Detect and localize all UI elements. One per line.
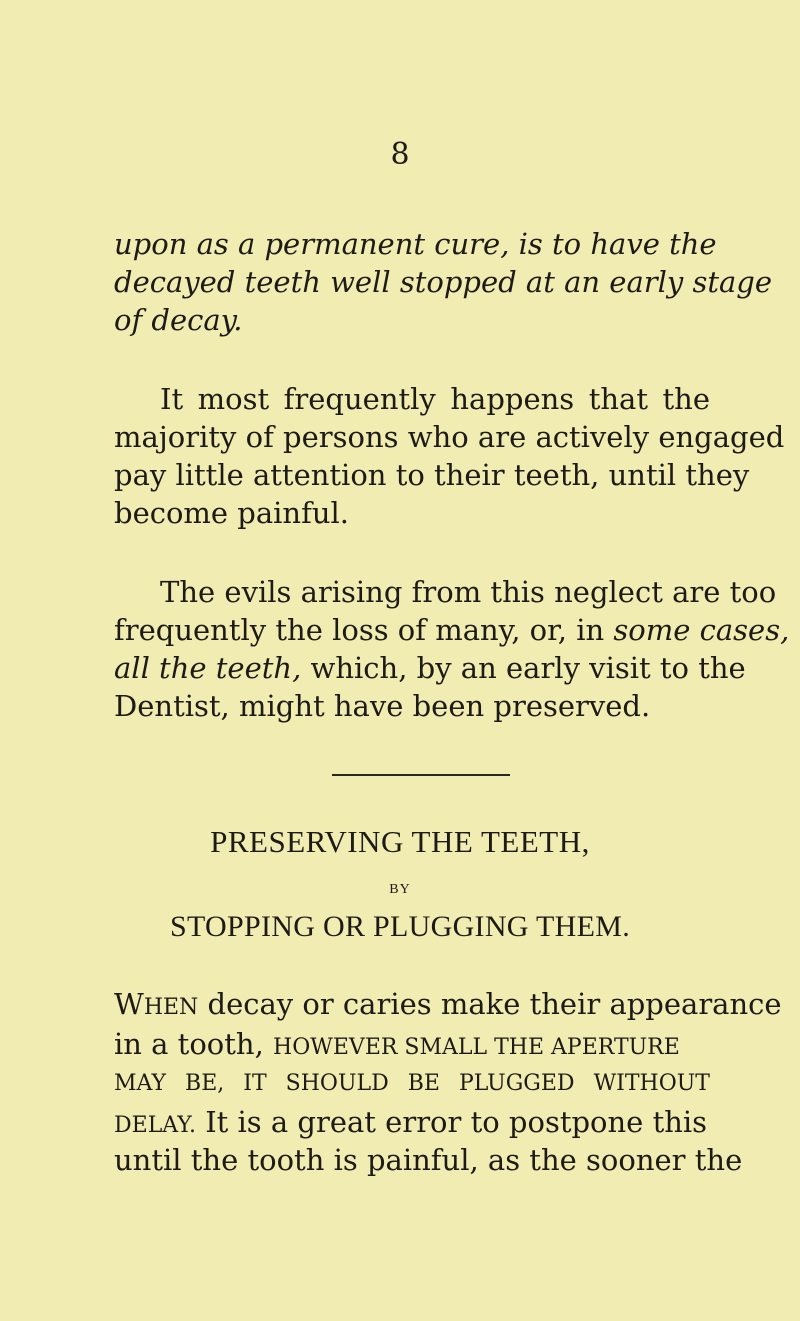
paragraph-4-line-1-rest: decay or caries make their appearance [198, 987, 782, 1021]
paragraph-4-line-1 [114, 987, 782, 1021]
section-subheading: STOPPING OR PLUGGING THEM. [169, 910, 631, 943]
paragraph-4-line-2 [114, 1027, 710, 1061]
paragraph-4-line-3: MAY BE, IT SHOULD BE PLUGGED WITHOUT [114, 1071, 710, 1096]
paragraph-2-line-3: pay little attention to their teeth, until they [114, 458, 750, 492]
small-caps-when: HEN [143, 995, 199, 1020]
paragraph-3-line-2 [114, 613, 790, 647]
paragraph-3-line-3-roman: which, by an early visit to the [301, 651, 746, 685]
paragraph-1-line-2: decayed teeth well stopped at an early stage [114, 265, 773, 299]
paragraph-4-line-4-roman: It is a great error to postpone this [195, 1105, 708, 1139]
paragraph-3-line-4: Dentist, might have been preserved. [114, 689, 651, 723]
section-heading-by: BY [389, 882, 411, 897]
paragraph-1-line-1: upon as a permanent cure, is to have the [114, 227, 717, 261]
paragraph-4-line-5: until the tooth is painful, as the sooner the [114, 1143, 743, 1177]
paragraph-3-line-1: The evils arising from this neglect are too [160, 575, 777, 609]
paragraph-3-line-2-roman: frequently the loss of many, or, in [114, 613, 614, 647]
paragraph-3-line-3 [114, 651, 746, 685]
paragraph-4-line-2-roman: in a tooth, [114, 1027, 274, 1061]
paragraph-2-line-1: It most frequently happens that the [160, 382, 710, 416]
page-number: 8 [390, 137, 410, 172]
paragraph-4-line-4 [114, 1105, 710, 1139]
paragraph-4-line-4-small-caps: DELAY. [114, 1113, 196, 1138]
paragraph-2-line-4: become painful. [114, 496, 350, 530]
paragraph-2-line-2: majority of persons who are actively engaged [114, 420, 785, 454]
paragraph-3-line-2-italic: some cases, [613, 613, 790, 647]
paragraph-3-line-3-italic: all the teeth, [114, 651, 302, 685]
section-divider [332, 774, 510, 776]
drop-letter: W [114, 987, 144, 1021]
paragraph-4-line-2-small-caps: HOWEVER SMALL THE APERTURE [273, 1035, 680, 1060]
paragraph-1-line-3: of decay. [114, 303, 243, 337]
section-heading: PRESERVING THE TEETH, [210, 824, 590, 859]
